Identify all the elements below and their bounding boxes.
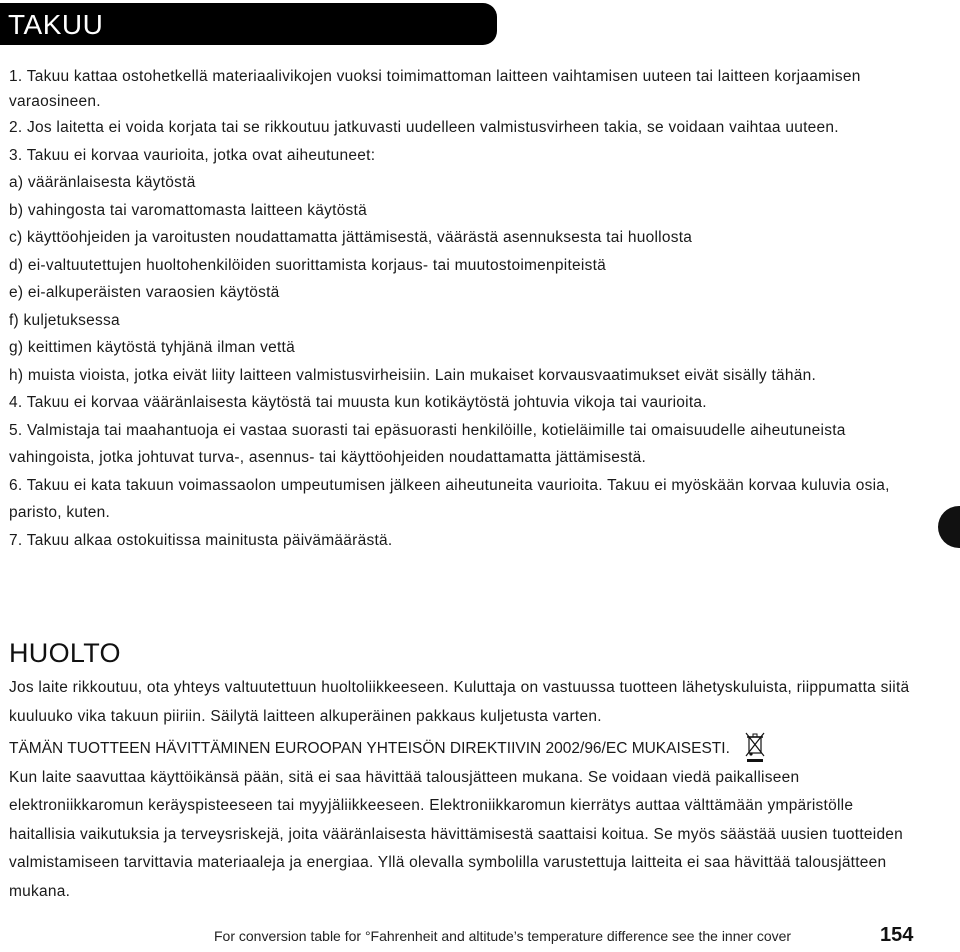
crossed-out-wheelie-bin-icon [744,731,766,763]
service-paragraph: Jos laite rikkoutuu, ota yhteys valtuutettuun huoltoliikkeeseen. Kuluttaja on vastuussa tuotteen lähetyskuluista, riippumatta siitä kuuluuko vika takuun piiriin. Säilytä laitteen alkuperäinen pakkaus kuljetusta varten. [9,679,910,725]
warranty-clause-1: 1. Takuu kattaa ostohetkellä materiaalivikojen vuoksi toimimattoman laitteen vaihtamisen uuteen tai laitteen korjaamisen varaosineen. [9,68,861,110]
disposal-heading: TÄMÄN TUOTTEEN HÄVITTÄMINEN EUROOPAN YHTEISÖN DIREKTIIVIN 2002/96/EC MUKAISESTI. [9,740,730,757]
warranty-clause-7: 7. Takuu alkaa ostokuitissa mainitusta päivämäärästä. [9,531,393,549]
exclusion-item-d: d) ei-valtuutettujen huoltohenkilöiden suorittamista korjaus- tai muutostoimenpiteistä [9,256,607,274]
section-banner-takuu [0,3,497,45]
section-title-huolto: HUOLTO [9,638,121,668]
warranty-clause-6: 6. Takuu ei kata takuun voimassaolon umpeutumisen jälkeen aiheutuneita vaurioita. Takuu ei myöskään korvaa kuluvia osia, paristo, kuten. [9,476,890,521]
service-section [9,674,919,906]
exclusion-item-g: g) keittimen käytöstä tyhjänä ilman vettä [9,339,295,356]
page-number: 154 [880,924,914,946]
disposal-paragraph: Kun laite saavuttaa käyttöikänsä pään, sitä ei saa hävittää talousjätteen mukana. Se voidaan viedä paikalliseen elektroniikkaromun keräyspisteeseen tai myyjäliikkeeseen. Elektroniikkaromun kierrätys auttaa välttämään ympäristölle haitallisia vaikutuksia ja terveysriskejä, joita vääränlaisesta hävittämisestä saattaisi koitua. Se myös säästää uusien tuotteiden valmistamiseen tarvittavia materiaaleja ja energiaa. Yllä olevalla symbolilla varustettuja laitteita ei saa hävittää talousjätteen mukana. [9,768,904,900]
exclusion-item-b: b) vahingosta tai varomattomasta laitteen käytöstä [9,201,367,219]
warranty-clause-3: 3. Takuu ei korvaa vaurioita, jotka ovat aiheutuneet: [9,146,376,164]
warranty-clause-5: 5. Valmistaja tai maahantuoja ei vastaa suorasti tai epäsuorasti henkilöille, kotieläimille tai omaisuudelle aiheutuneista vahingoista, jotka johtuvat turva-, asennus- tai käyttöohjeiden noudattamatta jättämisestä. [9,421,846,466]
exclusion-item-f: f) kuljetuksessa [9,311,120,329]
warranty-clause-4: 4. Takuu ei korvaa vääränlaisesta käytöstä tai muusta kun kotikäytöstä johtuvia vikoja tai vaurioita. [9,394,707,411]
warranty-clause-2: 2. Jos laitetta ei voida korjata tai se rikkoutuu jatkuvasti uudelleen valmistusvirheen takia, se voidaan vaihtaa uuteen. [9,119,839,136]
exclusion-item-h: h) muista vioista, jotka eivät liity laitteen valmistusvirheisiin. Lain mukaiset korvausvaatimukset eivät sisälly tähän. [9,366,817,384]
side-thumb-tab [938,506,960,548]
disposal-heading-line [9,731,919,764]
section-title-takuu: TAKUU [8,9,104,40]
exclusion-item-a: a) vääränlaisesta käytöstä [9,174,196,191]
footer-note: For conversion table for °Fahrenheit and altitude’s temperature difference see the inner cover [214,928,792,944]
exclusion-item-e: e) ei-alkuperäisten varaosien käytöstä [9,284,280,301]
exclusion-item-c: c) käyttöohjeiden ja varoitusten noudattamatta jättämisestä, väärästä asennuksesta tai huollosta [9,229,693,246]
warranty-terms [9,64,919,554]
